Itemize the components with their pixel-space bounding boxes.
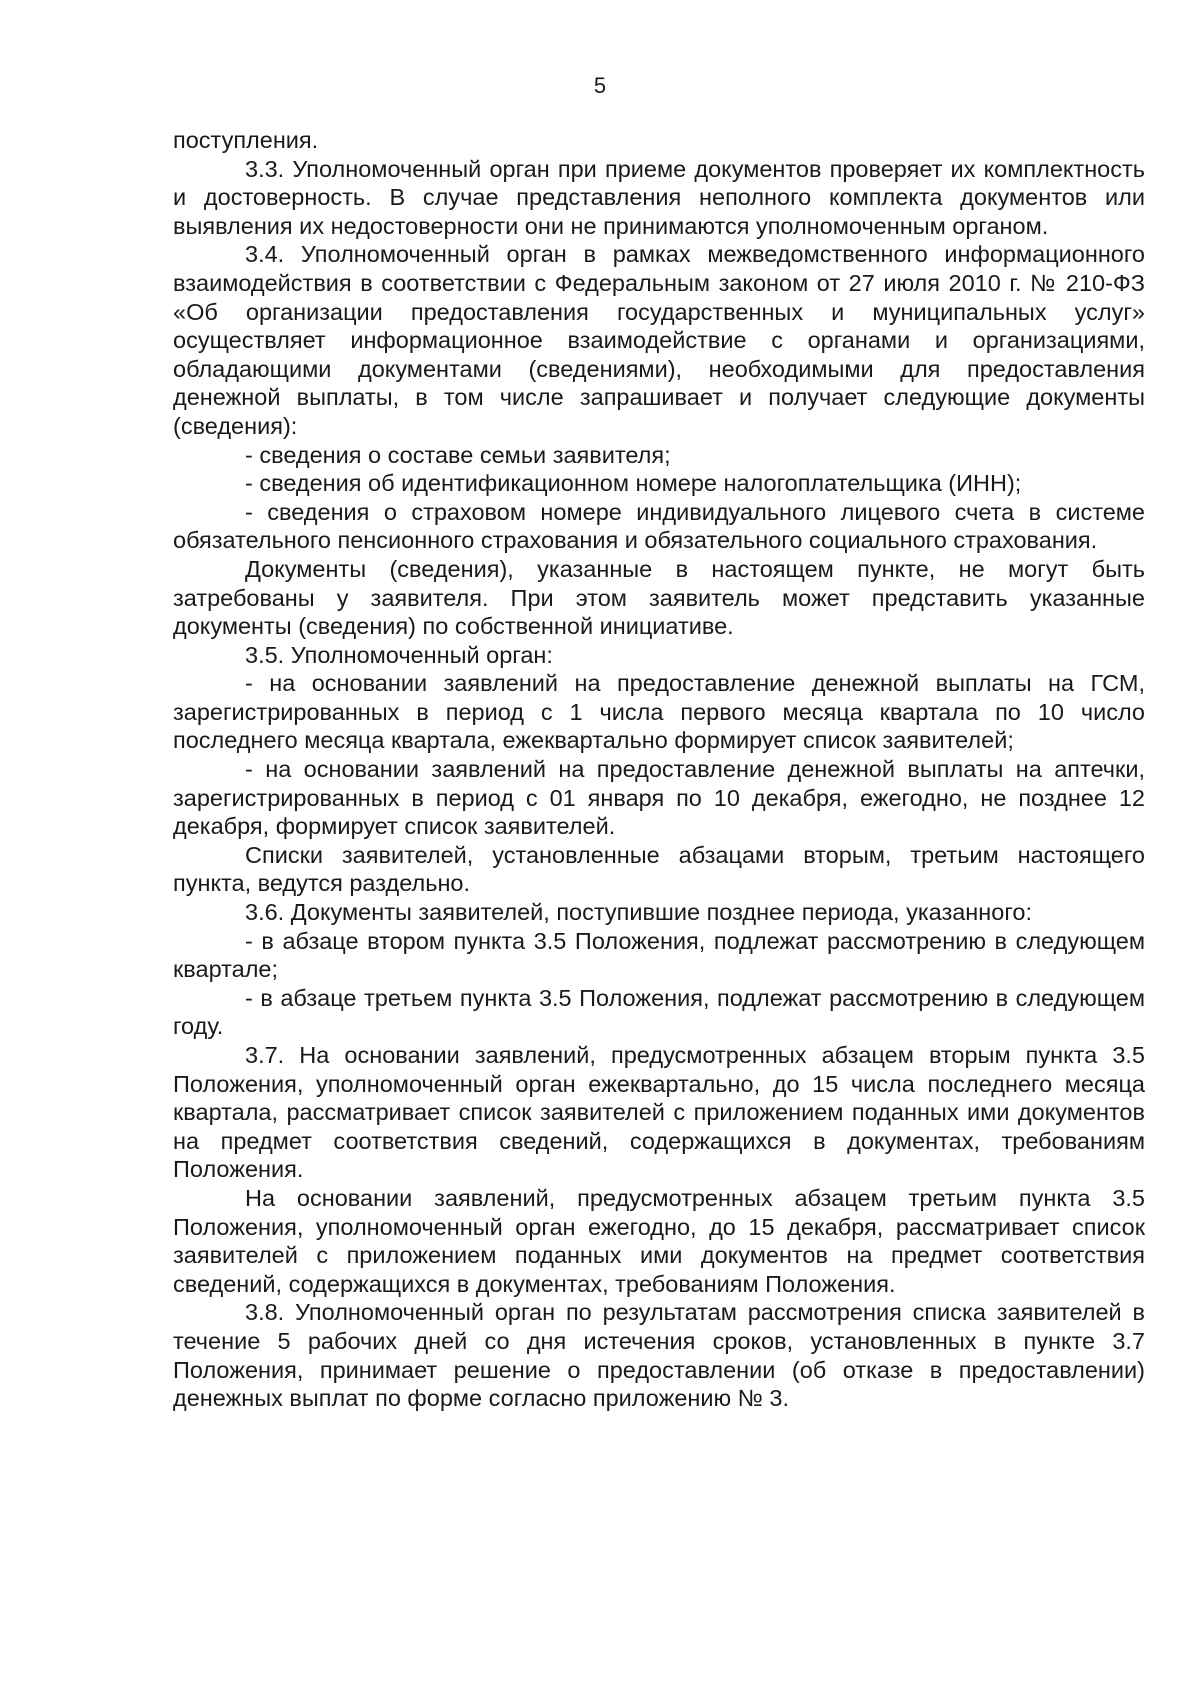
paragraph-lists-separate: Списки заявителей, установленные абзацами вторым, третьим настоящего пункта, ведутся раздельно. [173,841,1145,897]
document-body [173,126,1145,1413]
paragraph-3-7-annual: На основании заявлений, предусмотренных абзацем третьим пункта 3.5 Положения, уполномоченный орган ежегодно, до 15 декабря, рассматривает список заявителей с приложением поданных ими документов на предмет соответствия сведений, содержащихся в документах, требованиям Положения. [173,1184,1145,1297]
paragraph-3-6: 3.6. Документы заявителей, поступившие позднее периода, указанного: [245,899,1032,926]
list-item-gsm: - на основании заявлений на предоставление денежной выплаты на ГСМ, зарегистрированных в период с 1 числа первого месяца квартала по 10 число последнего месяца квартала, ежеквартально формирует список заявителей; [173,670,1145,754]
paragraph-3-5: 3.5. Уполномоченный орган: [245,641,553,668]
list-item-next-quarter: - в абзаце втором пункта 3.5 Положения, подлежат рассмотрению в следующем квартале; [173,927,1145,983]
list-item-snils: - сведения о страховом номере индивидуального лицевого счета в системе обязательного пенсионного страхования и обязательного социального страхования. [173,498,1145,554]
paragraph-3-7: 3.7. На основании заявлений, предусмотренных абзацем вторым пункта 3.5 Положения, уполномоченный орган ежеквартально, до 15 числа последнего месяца квартала, рассматривает список заявителей с приложением поданных ими документов на предмет соответствия сведений, содержащихся в документах, требованиям Положения. [173,1042,1145,1183]
list-item-family: - сведения о составе семьи заявителя; [245,441,671,468]
list-item-inn: - сведения об идентификационном номере налогоплательщика (ИНН); [245,470,1022,497]
paragraph-3-8: 3.8. Уполномоченный орган по результатам рассмотрения списка заявителей в течение 5 рабочих дней со дня истечения сроков, установленных в пункте 3.7 Положения, принимает решение о предоставлении (об отказе в предоставлении) денежных выплат по форме согласно приложению № 3. [173,1299,1145,1412]
paragraph-documents: Документы (сведения), указанные в настоящем пункте, не могут быть затребованы у заявителя. При этом заявитель может представить указанные документы (сведения) по собственной инициативе. [173,555,1145,640]
paragraph-continuation: поступления. [173,127,319,153]
list-item-first-aid-kits: - на основании заявлений на предоставление денежной выплаты на аптечки, зарегистрированных в период с 01 января по 10 декабря, ежегодно, не позднее 12 декабря, формирует список заявителей. [173,756,1145,840]
paragraph-3-3: 3.3. Уполномоченный орган при приеме документов проверяет их комплектность и достоверность. В случае представления неполного комплекта документов или выявления их недостоверности они не принимаются уполномоченным органом. [173,155,1145,239]
list-item-next-year: - в абзаце третьем пункта 3.5 Положения, подлежат рассмотрению в следующем году. [173,984,1145,1040]
page-number: 5 [593,73,607,98]
paragraph-3-4: 3.4. Уполномоченный орган в рамках межведомственного информационного взаимодействия в соответствии с Федеральным законом от 27 июля 2010 г. № 210-ФЗ «Об организации предоставления государственных и муниципальных услуг» осуществляет информационное взаимодействие с органами и организациями, обладающими документами (сведениями), необходимыми для предоставления денежной выплаты, в том числе запрашивает и получает следующие документы (сведения): [173,241,1145,439]
